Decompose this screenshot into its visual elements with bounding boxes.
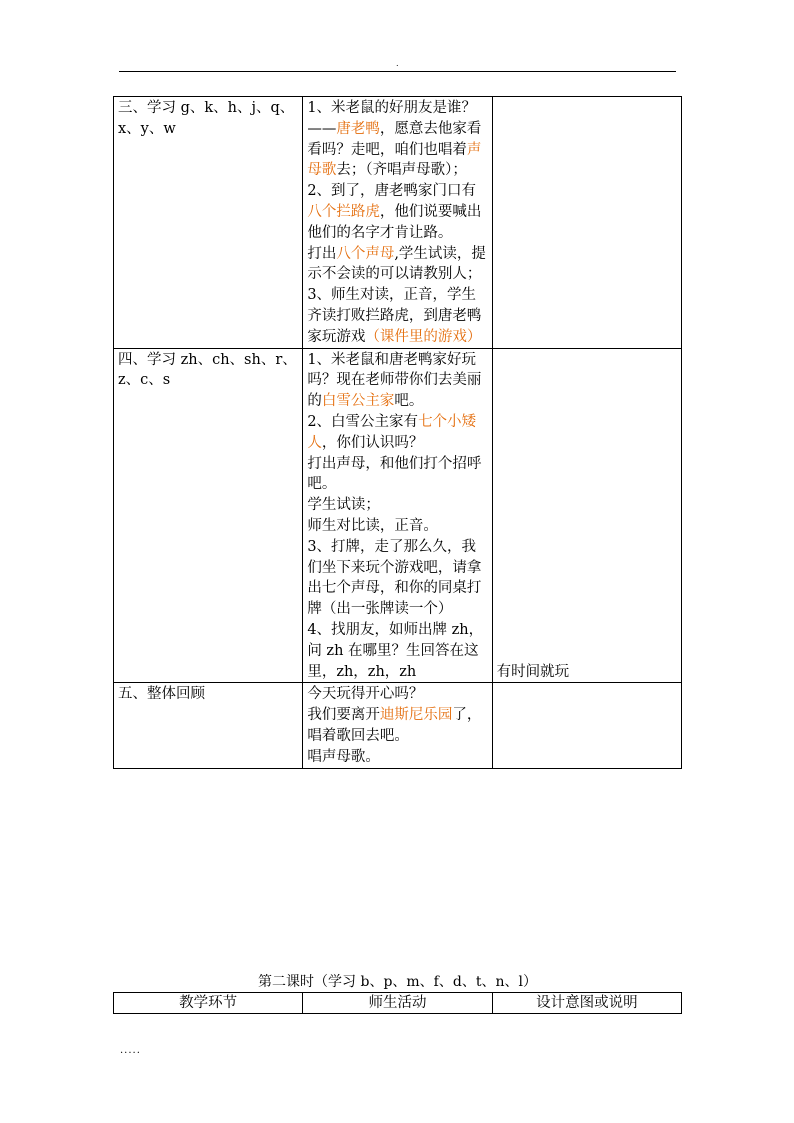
activity-text: 3、打牌，走了那么久，我们坐下来玩个游戏吧，请拿出七个声母，和你的同桌打牌（出一张牌读一个）	[307, 538, 482, 618]
stage-cell: 五、整体回顾	[114, 683, 303, 768]
activity-text: ，你们认识吗？	[321, 434, 424, 451]
activity-paragraph	[307, 412, 489, 454]
activity-text: 吧。	[394, 393, 424, 410]
table-row	[114, 97, 682, 349]
header-rule	[119, 71, 676, 72]
activity-text: 2、到了，唐老鸭家门口有	[307, 183, 477, 200]
note-cell	[492, 683, 681, 768]
column-header: 设计意图或说明	[492, 993, 681, 1014]
table-row	[114, 348, 682, 683]
activity-text: ，他们说要喊出他们的名字才肯让路。	[307, 203, 482, 241]
activity-text: 了，唱着歌回去吧。	[307, 707, 482, 744]
activity-cell	[303, 97, 492, 349]
activity-paragraph	[307, 495, 489, 516]
activity-paragraph	[307, 98, 489, 181]
highlighted-text: （课件里的游戏）	[365, 328, 482, 345]
note-cell	[492, 97, 681, 349]
footer-dots: .....	[120, 1045, 141, 1056]
activity-text: 1、米老鼠的好朋友是谁？——	[307, 100, 477, 137]
highlighted-text: 八个拦路虎	[307, 203, 380, 220]
stage-cell: 四、学习 zh、ch、sh、r、z、c、s	[114, 348, 303, 683]
highlighted-text: 声母歌	[307, 141, 482, 179]
lesson-plan-table	[113, 96, 682, 769]
section-header-table	[113, 992, 682, 1014]
activity-paragraph	[307, 181, 489, 243]
stage-cell: 三、学习 g、k、h、j、q、x、y、w	[114, 97, 303, 349]
activity-paragraph	[307, 454, 489, 496]
activity-paragraph	[307, 537, 489, 620]
activity-paragraph	[307, 747, 489, 768]
activity-paragraph	[307, 285, 489, 347]
activity-text: 3、师生对读，正音，学生齐读打败拦路虎，到唐老鸭家玩游戏	[307, 287, 482, 345]
section-caption: 第二课时（学习 b、p、m、f、d、t、n、l）	[258, 974, 537, 990]
column-header: 师生活动	[303, 993, 492, 1014]
activity-text: 今天玩得开心吗？	[307, 686, 424, 703]
activity-paragraph	[307, 350, 489, 412]
highlighted-text: 白雪公主家	[321, 393, 395, 410]
activity-paragraph	[307, 705, 489, 747]
highlighted-text: 迪斯尼乐园	[379, 707, 453, 724]
header-dot: .	[396, 59, 399, 68]
activity-paragraph	[307, 684, 489, 705]
activity-text: 师生对比读，正音。	[307, 517, 438, 534]
activity-text: ,学生试读，提示不会读的可以请教别人；	[307, 245, 486, 283]
activity-text: 2、白雪公主家有	[307, 413, 419, 430]
activity-text: 打出	[307, 245, 337, 262]
activity-text: 学生试读；	[307, 497, 380, 514]
table-header-row	[114, 993, 682, 1014]
activity-text: 去；（齐唱声母歌）；	[336, 162, 467, 179]
note-cell: 有时间就玩	[492, 348, 681, 683]
activity-text: 4、找朋友，如师出牌 zh，问 zh 在哪里？生回答在这里，zh，zh，zh	[307, 621, 484, 680]
activity-text: 唱声母歌。	[307, 748, 380, 765]
activity-text: 1、米老鼠和唐老鸭家好玩吗？现在老师带你们去美丽的	[307, 351, 482, 410]
highlighted-text: 唐老鸭	[336, 120, 380, 137]
activity-paragraph	[307, 244, 489, 286]
highlighted-text: 八个声母	[336, 245, 395, 262]
activity-cell	[303, 348, 492, 683]
activity-paragraph	[307, 620, 489, 682]
highlighted-text: 七个小矮人	[307, 413, 477, 451]
activity-text: 打出声母，和他们打个招呼吧。	[307, 455, 482, 493]
activity-text: 我们要离开	[307, 707, 380, 724]
activity-cell	[303, 683, 492, 768]
activity-paragraph	[307, 516, 489, 537]
table-row	[114, 683, 682, 768]
activity-text: ，愿意去他家看看吗？走吧，咱们也唱着	[307, 120, 482, 158]
column-header: 教学环节	[114, 993, 303, 1014]
